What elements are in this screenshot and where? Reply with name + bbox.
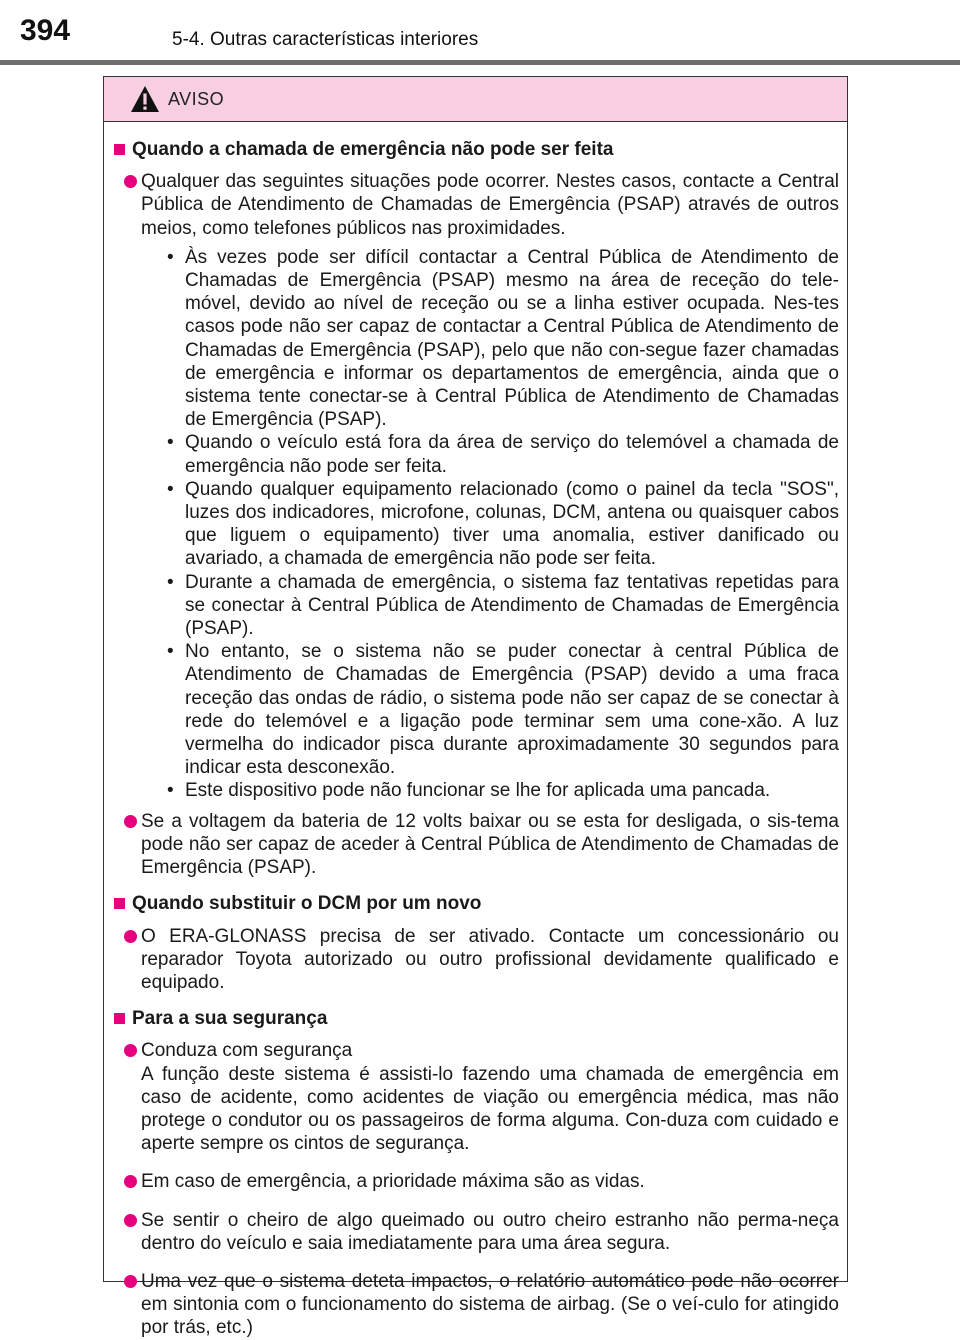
list-item: [124, 810, 839, 880]
sub-bullet-text: Quando qualquer equipamento relacionado (como o painel da tecla "SOS", luzes dos indicadores, microfone, colunas, DCM, antena ou quaisquer cabos que liguem o equipamento) tiver uma anomalia, estiver danificado ou avariado, a chamada de emergência não pode ser feita.: [185, 478, 839, 570]
item-text: O ERA-GLONASS precisa de ser ativado. Contacte um concessionário ou reparador Toyota autorizado ou outro profissional devidamente qualificado e equipado.: [141, 925, 839, 993]
sub-bullet-text: Quando o veículo está fora da área de serviço do telemóvel a chamada de emergência não pode ser feita.: [185, 432, 839, 477]
item-lead-text: Conduza com segurança: [141, 1040, 353, 1062]
sub-bullet: • Este dispositivo pode não funcionar se lhe for aplicada uma pancada.: [161, 779, 839, 802]
item-text: Em caso de emergência, a prioridade máxima são as vidas.: [141, 1171, 645, 1193]
sub-bullet: • No entanto, se o sistema não se puder conectar à central Pública de Atendimento de Chamadas de Emergência (PSAP) devido a uma fraca receção das ondas de rádio, o sistema pode não ser capaz de se conectar à rede do telemóvel e a ligação pode terminar sem uma cone-xão. A luz vermelha do indicador pisca durante aproximadamente 30 segundos para indicar esta desconexão.: [167, 641, 839, 779]
list-item: [124, 1270, 839, 1340]
square-bullet-icon: [114, 898, 125, 909]
sub-bullet-text: Este dispositivo pode não funcionar se lhe for aplicada uma pancada.: [185, 780, 771, 802]
circle-bullet-icon: [124, 1175, 137, 1188]
circle-bullet-icon: [124, 1044, 137, 1057]
list-item: [124, 925, 839, 995]
list-item: [124, 170, 839, 806]
list-item: [124, 1039, 839, 1155]
warning-header: [104, 77, 847, 122]
page-section-title: 5-4. Outras características interiores: [172, 29, 479, 50]
warning-box: [103, 76, 848, 1339]
item-text: Se sentir o cheiro de algo queimado ou outro cheiro estranho não perma-neça dentro do veículo e saia imediatamente para uma área segura.: [141, 1209, 839, 1254]
page-number: 394: [20, 14, 71, 47]
section-title-text: Quando substituir o DCM por um novo: [132, 893, 482, 915]
item-text: Se a voltagem da bateria de 12 volts baixar ou se esta for desligada, o sis-tema pode não ser capaz de aceder à Central Pública de Atendimento de Chamadas de Emergência (PSAP).: [141, 810, 839, 879]
warning-title: AVISO: [168, 88, 225, 109]
item-text: Uma vez que o sistema deteta impactos, o relatório automático pode não ocorrer em sintonia com o funcionamento do sistema de airbag. (Se o veí-culo for atingido por trás, etc.): [141, 1270, 839, 1339]
list-item: [124, 1170, 839, 1193]
warning-body: [104, 122, 847, 1340]
warning-triangle-icon: [130, 85, 160, 113]
circle-bullet-icon: [124, 815, 137, 828]
circle-bullet-icon: [124, 930, 137, 943]
sub-bullet-text: Às vezes pode ser difícil contactar a Central Pública de Atendimento de Chamadas de Emergência (PSAP) mesmo na área de receção do tele-móvel, devido ao nível de receção ou se a linha estiver ocupada. Nes-tes casos pode não ser capaz de contactar a Central Pública de Atendimento de Chamadas de Emergência (PSAP), pelo que não con-segue fazer chamadas de emergência e informar os departamentos de emergência, ainda que o sistema tente conectar-se à Central Pública de Atendimento de Chamadas de Emergência (PSAP).: [185, 246, 839, 431]
list-item: [124, 1209, 839, 1255]
square-bullet-icon: [114, 1013, 125, 1024]
sub-bullet: • Às vezes pode ser difícil contactar a Central Pública de Atendimento de Chamadas de Emergência (PSAP) mesmo na área de receção do tele-móvel, devido ao nível de receção ou se a linha estiver ocupada. Nes-tes casos pode não ser capaz de contactar a Central Pública de Atendimento de Chamadas de Emergência (PSAP), pelo que não con-segue fazer chamadas de emergência e informar os departamentos de emergência, ainda que o sistema tente conectar-se à Central Pública de Atendimento de Chamadas de Emergência (PSAP).: [167, 246, 839, 431]
circle-bullet-icon: [124, 1275, 137, 1288]
section-title: [114, 138, 839, 161]
section-title: [114, 892, 839, 915]
sub-bullet-text: Durante a chamada de emergência, o sistema faz tentativas repetidas para se conectar à Central Pública de Atendimento de Chamadas de Emergência (PSAP).: [185, 571, 839, 640]
item-text: Qualquer das seguintes situações pode ocorrer. Nestes casos, contacte a Central Pública de Atendimento de Chamadas de Emergência (PSAP) através de outros meios, como telefones públicos nas proximidades.: [141, 171, 839, 239]
sub-bullet: • Quando o veículo está fora da área de serviço do telemóvel a chamada de emergência não pode ser feita.: [167, 432, 839, 477]
circle-bullet-icon: [124, 175, 137, 188]
header-divider: [0, 60, 960, 65]
sub-bullet-list: [161, 246, 839, 803]
section-title-text: Para a sua segurança: [132, 1008, 328, 1030]
square-bullet-icon: [114, 144, 125, 155]
circle-bullet-icon: [124, 1214, 137, 1227]
section-title: [114, 1007, 839, 1030]
sub-bullet: • Durante a chamada de emergência, o sistema faz tentativas repetidas para se conectar à Central Pública de Atendimento de Chamadas de Emergência (PSAP).: [167, 571, 839, 640]
sub-bullet: • Quando qualquer equipamento relacionado (como o painel da tecla "SOS", luzes dos indicadores, microfone, colunas, DCM, antena ou quaisquer cabos que liguem o equipamento) tiver uma anomalia, estiver danificado ou avariado, a chamada de emergência não pode ser feita.: [167, 478, 839, 570]
section-title-text: Quando a chamada de emergência não pode ser feita: [132, 139, 614, 160]
sub-bullet-text: No entanto, se o sistema não se puder conectar à central Pública de Atendimento de Chamadas de Emergência (PSAP) devido a uma fraca receção das ondas de rádio, o sistema pode não ser capaz de se conectar à rede do telemóvel e a ligação pode terminar sem uma cone-xão. A luz vermelha do indicador pisca durante aproximadamente 30 segundos para indicar esta desconexão.: [185, 641, 839, 779]
item-text: A função deste sistema é assisti-lo fazendo uma chamada de emergência em caso de acidente, como acidentes de viação ou emergência médica, mas não protege o condutor ou os passageiros de forma alguma. Con-duza com cuidado e aperte sempre os cintos de segurança.: [141, 1063, 839, 1155]
